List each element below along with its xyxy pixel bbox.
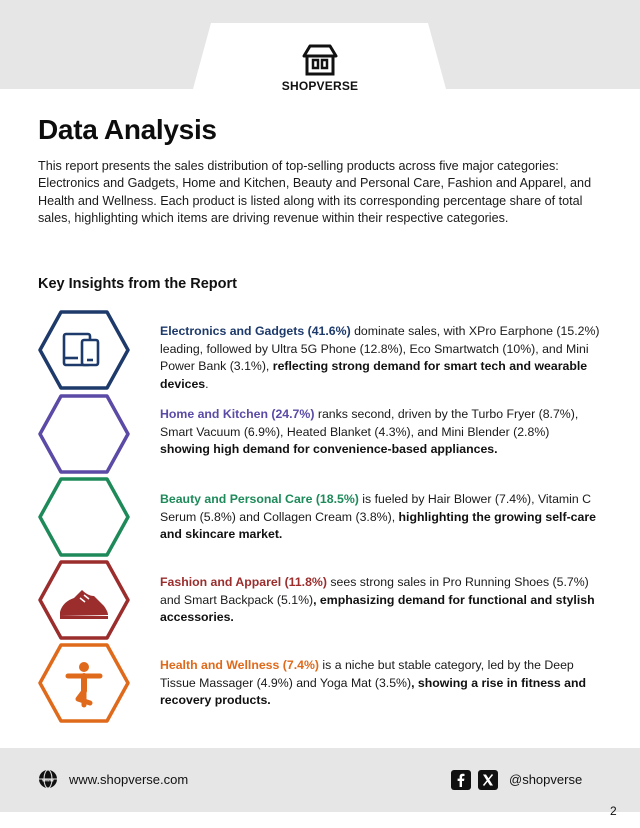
insight-fashion	[160, 574, 600, 627]
insight-category: Health and Wellness (7.4%)	[160, 658, 319, 672]
hexagon-beauty	[38, 477, 130, 557]
social-handle[interactable]: @shopverse	[509, 772, 583, 787]
hexagon-health	[38, 643, 130, 723]
insight-category: Fashion and Apparel (11.8%)	[160, 575, 327, 589]
insight-category: Electronics and Gadgets (41.6%)	[160, 324, 351, 338]
insight-emphasis: reflecting strong demand for smart tech and wearable devices	[160, 359, 588, 391]
shop-basket-icon	[300, 40, 340, 80]
insight-emphasis: , showing a rise in fitness and recovery products.	[160, 675, 587, 708]
insight-emphasis: , emphasizing demand for functional and stylish accessories.	[160, 592, 595, 625]
insight-category: Home and Kitchen (24.7%)	[160, 407, 315, 421]
insight-electronics	[160, 323, 600, 393]
insight-emphasis: showing high demand for convenience-based appliances.	[160, 442, 498, 457]
insight-body: is a niche but stable category, led by the Deep Tissue Massager (4.9%) and Yoga Mat (3.5%)	[160, 658, 574, 690]
insight-health	[160, 657, 600, 710]
page-number: 2	[610, 804, 617, 818]
insight-beauty	[160, 491, 600, 544]
page-title: Data Analysis	[38, 114, 217, 145]
intro-paragraph: This report presents the sales distribution of top-selling products across five major categories: Electronics and Gadgets, Home and Kitchen, Beauty and Personal Care, Fashion and Apparel, and Health and Wellness. Each product is listed along with its corresponding percentage share of total sales, highlighting which items are driving revenue within their respective categories.	[38, 159, 592, 226]
website-link[interactable]: www.shopverse.com	[69, 772, 189, 787]
facebook-icon[interactable]	[451, 770, 471, 790]
insight-category: Beauty and Personal Care (18.5%)	[160, 492, 359, 506]
insight-body: ranks second, driven by the Turbo Fryer (8.7%), Smart Vacuum (6.9%), Heated Blanket (4.3%), and Mini Blender (2.8%)	[160, 407, 579, 439]
x-icon[interactable]	[478, 770, 498, 790]
brand-name: SHOPVERSE	[281, 79, 359, 93]
section-title: Key Insights from the Report	[38, 276, 237, 292]
svg-text:www: www	[42, 777, 54, 784]
insight-body: dominate sales, with XPro Earphone (15.2%) leading, followed by Ultra 5G Phone (12.8%), Eco Smartwatch (10%), and Mini Power Bank (3.1%),	[160, 324, 600, 374]
hexagon-fashion	[38, 560, 130, 640]
insight-body: is fueled by Hair Blower (7.4%), Vitamin C Serum (5.8%) and Collagen Cream (3.8%),	[160, 492, 592, 524]
insight-home-kitchen	[160, 406, 600, 459]
insight-end: .	[205, 376, 209, 391]
insight-emphasis: highlighting the growing self-care and skincare market.	[160, 509, 596, 542]
hexagon-home-kitchen	[38, 394, 130, 474]
hexagon-electronics	[38, 310, 130, 390]
globe-icon	[38, 769, 58, 789]
insight-body: sees strong sales in Pro Running Shoes (5.7%) and Smart Backpack (5.1%)	[160, 575, 589, 607]
